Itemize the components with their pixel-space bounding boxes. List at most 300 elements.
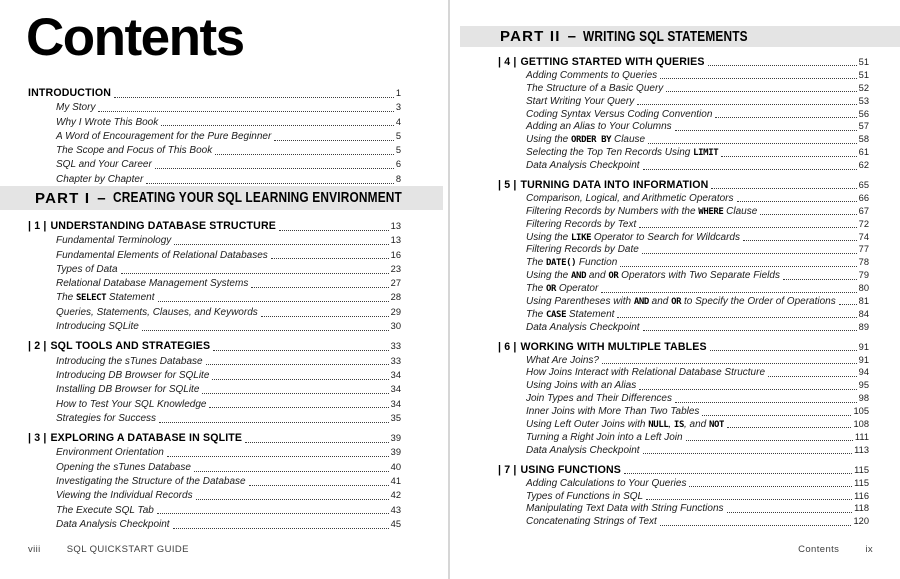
toc-entry: [498, 282, 869, 295]
entry-text: Selecting the Top Ten Records Using: [526, 147, 694, 159]
dot-leader: [161, 125, 394, 126]
contents-page-title: Contents: [26, 8, 244, 67]
entry-text: Using the: [526, 270, 572, 282]
entry-text: Filtering Records by Text: [526, 218, 637, 230]
sql-keyword: AND: [633, 297, 649, 308]
dot-leader: [245, 442, 389, 443]
entry-title: [526, 516, 657, 529]
dot-leader: [157, 513, 389, 514]
dot-leader: [675, 130, 857, 131]
toc-entry: [498, 146, 869, 159]
entry-title: [56, 398, 206, 412]
chapter-number: | 6 |: [498, 340, 517, 353]
dot-leader: [624, 473, 852, 474]
chapter-block: [498, 179, 869, 334]
toc-entry: [28, 517, 401, 531]
entry-title: [526, 478, 686, 491]
entry-text: Adding Calculations to Your Queries: [526, 477, 687, 489]
entry-text: Start Writing Your Query: [526, 95, 635, 107]
dot-leader: [760, 214, 856, 215]
page-number-ref: 80: [858, 283, 869, 294]
dot-leader: [196, 499, 389, 500]
dot-leader: [249, 485, 389, 486]
page-number-ref: 120: [853, 516, 869, 527]
toc-entry: [498, 354, 869, 367]
page-number-ref: 42: [390, 490, 401, 501]
page-number-ref: 39: [390, 433, 401, 444]
page-number-ref: 65: [858, 180, 869, 191]
page-number-ref: 6: [395, 159, 401, 170]
part2-dash: –: [567, 28, 576, 45]
dot-leader: [261, 316, 389, 317]
dot-leader: [702, 415, 851, 416]
entry-title: [526, 503, 724, 516]
entry-text: , and: [683, 419, 709, 431]
toc-entry: [498, 490, 869, 503]
introduction-toc-section: [28, 86, 401, 192]
dot-leader: [209, 407, 388, 408]
sql-keyword: AND: [571, 271, 587, 282]
entry-text: The: [526, 283, 547, 295]
page-number-ref: 34: [390, 398, 401, 409]
entry-text: Why I Wrote This Book: [56, 116, 159, 128]
entry-text: Clause: [723, 205, 758, 217]
dot-leader: [159, 422, 389, 423]
page-number-ref: 28: [390, 292, 401, 303]
entry-text: Operator to Search for Wildcards: [591, 231, 740, 243]
toc-entry: [28, 100, 401, 114]
dot-leader: [212, 379, 388, 380]
page-number-ref: 74: [858, 231, 869, 242]
part2-title: WRITING SQL STATEMENTS: [582, 28, 748, 45]
entry-text: My Story: [56, 102, 96, 114]
page-number-ref: 13: [390, 221, 401, 231]
page-number-ref: 53: [858, 95, 869, 106]
contents-running-head: Contents: [798, 544, 840, 555]
page-number-ref: 108: [853, 419, 869, 430]
entry-text: Statement: [106, 292, 155, 304]
toc-entry: [28, 276, 401, 290]
chapter-block: [28, 339, 401, 425]
entry-title: [56, 234, 171, 248]
entry-text: and: [648, 296, 672, 308]
sql-keyword: SELECT: [76, 293, 107, 304]
entry-title: [56, 475, 246, 489]
entry-text: What Are Joins?: [526, 354, 599, 366]
page-number-ref: 57: [858, 121, 869, 132]
page-number-ref: 81: [858, 296, 869, 307]
entry-title: [56, 369, 209, 383]
entry-title: [56, 263, 118, 277]
page-number-ref: 56: [858, 108, 869, 119]
dot-leader: [648, 143, 857, 144]
toc-entry: [498, 366, 869, 379]
dot-leader: [215, 154, 394, 155]
toc-entry: [498, 69, 869, 82]
toc-entry: [28, 115, 401, 129]
entry-title: [56, 446, 164, 460]
entry-title: [526, 419, 724, 432]
dot-leader: [737, 201, 857, 202]
sql-keyword: LIMIT: [693, 148, 719, 159]
entry-title: [526, 134, 645, 147]
entry-text: Clause: [611, 134, 646, 146]
entry-title: [56, 130, 271, 144]
page-number-ref: 13: [390, 235, 401, 246]
entry-text: Viewing the Individual Records: [56, 490, 193, 502]
entry-text: Fundamental Terminology: [56, 235, 172, 247]
toc-entry: [28, 248, 401, 262]
page-number-ref: 84: [858, 308, 869, 319]
dot-leader: [194, 471, 389, 472]
dot-leader: [711, 188, 856, 189]
page-number-ref: 62: [858, 160, 869, 171]
chapter-number: | 5 |: [498, 179, 517, 192]
chapter-block: [28, 431, 401, 531]
dot-leader: [721, 156, 856, 157]
entry-text: Operators with Two Separate Fields: [618, 270, 780, 282]
chapter-block: [498, 56, 869, 172]
entry-text: Relational Database Management Systems: [56, 278, 249, 290]
dot-leader: [167, 456, 389, 457]
entry-text: Turning a Right Join into a Left Join: [526, 431, 683, 443]
entry-text: Using the: [526, 134, 572, 146]
sql-keyword: ORDER BY: [571, 135, 612, 146]
entry-text: Chapter by Chapter: [56, 173, 144, 185]
dot-leader: [146, 183, 394, 184]
entry-text: Using Parentheses with: [526, 296, 634, 308]
page-number-ref: 29: [390, 306, 401, 317]
entry-title: [526, 96, 634, 109]
part2-chapter-list: [498, 56, 869, 535]
page-number-ref: 113: [854, 444, 869, 455]
entry-text: to Specify the Order of Operations: [681, 296, 836, 308]
toc-entry: [28, 382, 401, 396]
toc-entry: [28, 143, 401, 157]
entry-title: [526, 244, 639, 257]
dot-leader: [643, 453, 853, 454]
entry-text: Installing DB Browser for SQLite: [56, 384, 200, 396]
chapter-number: | 3 |: [28, 432, 47, 445]
dot-leader: [620, 266, 856, 267]
entry-text: Introducing SQLite: [56, 321, 139, 333]
sql-keyword: LIKE: [571, 232, 592, 243]
chapter-number: | 4 |: [498, 56, 517, 68]
page-number-ref: 72: [858, 218, 869, 229]
toc-chapter-heading: [498, 179, 869, 192]
chapter-title: | 4 | GETTING STARTED WITH QUERIES: [498, 56, 705, 68]
dot-leader: [98, 111, 393, 112]
page-number-ref: 105: [853, 406, 869, 417]
dot-leader: [646, 499, 852, 500]
toc-entry: [498, 321, 869, 334]
chapter-number: | 1 |: [28, 220, 47, 232]
toc-entry: [28, 503, 401, 517]
entry-text: Using Joins with an Alias: [526, 380, 637, 392]
entry-text: Statement: [566, 308, 615, 320]
entry-title: [56, 306, 258, 320]
sql-keyword: NULL: [648, 420, 669, 431]
entry-text: Investigating the Structure of the Database: [56, 476, 246, 488]
toc-entry: [498, 308, 869, 321]
entry-title: [526, 355, 599, 368]
entry-title: [56, 383, 199, 397]
chapter-title: | 7 | USING FUNCTIONS: [498, 463, 622, 476]
toc-entry: [28, 157, 401, 171]
entry-text: Comparison, Logical, and Arithmetic Operators: [526, 192, 734, 204]
page-divider: [448, 0, 450, 579]
toc-entry: [28, 305, 401, 319]
entry-title: [526, 147, 718, 160]
page-number-ref: 3: [395, 102, 401, 113]
entry-text: Function: [576, 257, 618, 269]
dot-leader: [715, 117, 856, 118]
page-number-ref: 98: [858, 393, 869, 404]
page-number-ref: 16: [390, 249, 401, 260]
dot-leader: [274, 140, 394, 141]
page-number-ref: 34: [390, 384, 401, 395]
page-number-ref: 41: [390, 476, 401, 487]
page-number-ref: 30: [390, 321, 401, 332]
entry-text: Filtering Records by Date: [526, 244, 639, 256]
dot-leader: [601, 292, 856, 293]
dot-leader: [689, 486, 852, 487]
dot-leader: [121, 273, 389, 274]
toc-entry: [498, 431, 869, 444]
left-page-footer: [28, 544, 189, 555]
chapter-number: | 2 |: [28, 340, 47, 353]
dot-leader: [642, 253, 857, 254]
entry-title: [56, 173, 143, 187]
page-number-ref: 78: [858, 257, 869, 268]
entry-title: [526, 380, 636, 393]
entry-text: Adding Comments to Queries: [526, 69, 658, 81]
page-number-ref: 94: [858, 367, 869, 378]
page-number-ref: 111: [854, 431, 869, 442]
toc-entry: [498, 515, 869, 528]
part2-header-bar: [460, 26, 900, 47]
entry-text: and: [586, 270, 609, 282]
dot-leader: [727, 427, 851, 428]
page-number-ref: 91: [858, 354, 869, 365]
sql-keyword: OR: [608, 271, 619, 282]
dot-leader: [643, 330, 857, 331]
dot-leader: [142, 330, 389, 331]
page-number-ref: 33: [390, 355, 401, 366]
right-page: [451, 0, 900, 579]
toc-entry: [498, 444, 869, 457]
left-page: [0, 0, 449, 579]
dot-leader: [783, 279, 857, 280]
entry-text: Types of Data: [56, 263, 118, 275]
page-number-ref: 79: [858, 270, 869, 281]
entry-title: [56, 144, 212, 158]
entry-text: Introducing DB Browser for SQLite: [56, 369, 210, 381]
entry-text: Strategies for Success: [56, 412, 157, 424]
entry-text: Adding an Alias to Your Columns: [526, 121, 672, 133]
entry-title: [56, 518, 170, 532]
toc-entry: [28, 474, 401, 488]
entry-text: Using the: [526, 231, 572, 243]
dot-leader: [617, 317, 856, 318]
page-number-ref: 39: [390, 447, 401, 458]
page-number-ref: 1: [395, 88, 401, 98]
dot-leader: [686, 440, 853, 441]
entry-title: [526, 270, 780, 283]
entry-text: A Word of Encouragement for the Pure Beginner: [56, 130, 272, 142]
toc-chapter-heading: [28, 339, 401, 353]
entry-title: [526, 206, 757, 219]
page-number-ref: 77: [858, 244, 869, 255]
chapter-number: | 7 |: [498, 463, 517, 476]
page-number-ref: 33: [390, 341, 401, 352]
entry-title: [526, 193, 734, 206]
sql-keyword: NOT: [709, 420, 725, 431]
entry-title: [526, 309, 614, 322]
page-number-ref: 45: [390, 518, 401, 529]
page-number-ref: 58: [858, 134, 869, 145]
entry-title: [56, 277, 248, 291]
entry-title: [526, 491, 643, 504]
dot-leader: [602, 363, 857, 364]
toc-entry: [28, 368, 401, 382]
dot-leader: [643, 169, 857, 170]
toc-entry: [498, 502, 869, 515]
page-number-ref: 66: [858, 192, 869, 203]
entry-title: [526, 393, 672, 406]
dot-leader: [173, 528, 389, 529]
entry-title: [526, 83, 663, 96]
chapter-title: | 2 | SQL TOOLS AND STRATEGIES: [28, 340, 211, 353]
entry-text: The Execute SQL Tab: [56, 504, 154, 516]
page-number-ref: 27: [390, 278, 401, 289]
entry-text: Operator: [556, 283, 599, 295]
entry-title: [56, 504, 154, 518]
toc-entry: [498, 108, 869, 121]
part2-label: PART II: [500, 28, 561, 45]
dot-leader: [639, 389, 856, 390]
page-number-ref: 115: [854, 464, 869, 475]
entry-title: [56, 101, 95, 115]
toc-chapter-heading: [498, 341, 869, 354]
page-number-ref: 51: [858, 57, 869, 67]
dot-leader: [213, 350, 388, 351]
entry-title: [56, 461, 191, 475]
dot-leader: [710, 350, 857, 351]
entry-title: [526, 432, 683, 445]
entry-title: [526, 445, 640, 458]
dot-leader: [155, 168, 394, 169]
toc-entry: [498, 295, 869, 308]
toc-entry: [28, 354, 401, 368]
page-number-ref: 115: [854, 477, 869, 488]
page-number-ref: 89: [858, 321, 869, 332]
entry-title: [526, 109, 712, 122]
entry-title: [526, 406, 699, 419]
dot-leader: [639, 227, 856, 228]
toc-entry: [498, 392, 869, 405]
dot-leader: [637, 104, 856, 105]
page-number-ref: 5: [395, 145, 401, 156]
entry-text: Manipulating Text Data with String Functions: [526, 503, 724, 515]
toc-entry: [28, 445, 401, 459]
toc-entry: [498, 269, 869, 282]
toc-entry: [28, 411, 401, 425]
toc-entry: [28, 460, 401, 474]
toc-chapter-heading: [28, 431, 401, 445]
toc-entry: [498, 120, 869, 133]
chapter-title: INTRODUCTION: [28, 87, 112, 99]
entry-text: How to Test Your SQL Knowledge: [56, 398, 207, 410]
dot-leader: [279, 230, 389, 231]
toc-chapter-heading: [28, 219, 401, 233]
dot-leader: [666, 91, 856, 92]
toc-entry: [498, 192, 869, 205]
entry-text: The: [56, 292, 77, 304]
entry-text: The: [526, 308, 547, 320]
entry-text: Concatenating Strings of Text: [526, 516, 657, 528]
entry-text: Fundamental Elements of Relational Databases: [56, 249, 268, 261]
sql-keyword: DATE(): [546, 258, 577, 269]
entry-text: Types of Functions in SQL: [526, 490, 644, 502]
toc-entry: [498, 231, 869, 244]
entry-title: [56, 158, 152, 172]
page-number-ref: 67: [858, 205, 869, 216]
page-number-ref: 116: [854, 490, 869, 501]
chapter-title: | 6 | WORKING WITH MULTIPLE TABLES: [498, 340, 707, 353]
dot-leader: [743, 240, 857, 241]
toc-entry: [498, 243, 869, 256]
toc-entry: [28, 488, 401, 502]
toc-chapter-heading: [498, 56, 869, 69]
page-number-ref: 40: [390, 461, 401, 472]
entry-title: [526, 296, 836, 309]
toc-entry: [498, 159, 869, 172]
sql-keyword: OR: [546, 284, 557, 295]
dot-leader: [202, 393, 388, 394]
page-number-ref: 5: [395, 130, 401, 141]
right-page-footer: [798, 544, 873, 555]
dot-leader: [660, 78, 856, 79]
entry-text: Queries, Statements, Clauses, and Keywords: [56, 306, 258, 318]
entry-title: [56, 355, 203, 369]
page-number-ref: 95: [858, 380, 869, 391]
page-number-ref: 52: [858, 82, 869, 93]
sql-keyword: WHERE: [698, 206, 724, 217]
entry-title: [56, 489, 193, 503]
toc-entry: [498, 379, 869, 392]
dot-leader: [675, 402, 857, 403]
toc-chapter-heading: [28, 86, 401, 100]
toc-entry: [28, 319, 401, 333]
toc-entry: [28, 233, 401, 247]
entry-title: [526, 322, 640, 335]
chapter-title: | 1 | UNDERSTANDING DATABASE STRUCTURE: [28, 220, 276, 232]
entry-text: Data Analysis Checkpoint: [526, 321, 640, 333]
entry-title: [56, 291, 155, 305]
entry-title: [526, 367, 765, 380]
part1-chapter-list: [28, 219, 401, 537]
toc-entry: [498, 405, 869, 418]
toc-entry: [28, 129, 401, 143]
part1-label: PART I: [35, 189, 91, 207]
page-number-ref: 23: [390, 263, 401, 274]
part1-dash: –: [97, 189, 106, 207]
toc-entry: [498, 256, 869, 269]
part1-header-bar: [0, 186, 443, 210]
entry-text: Environment Orientation: [56, 447, 164, 459]
page-number-ref: 8: [395, 173, 401, 184]
